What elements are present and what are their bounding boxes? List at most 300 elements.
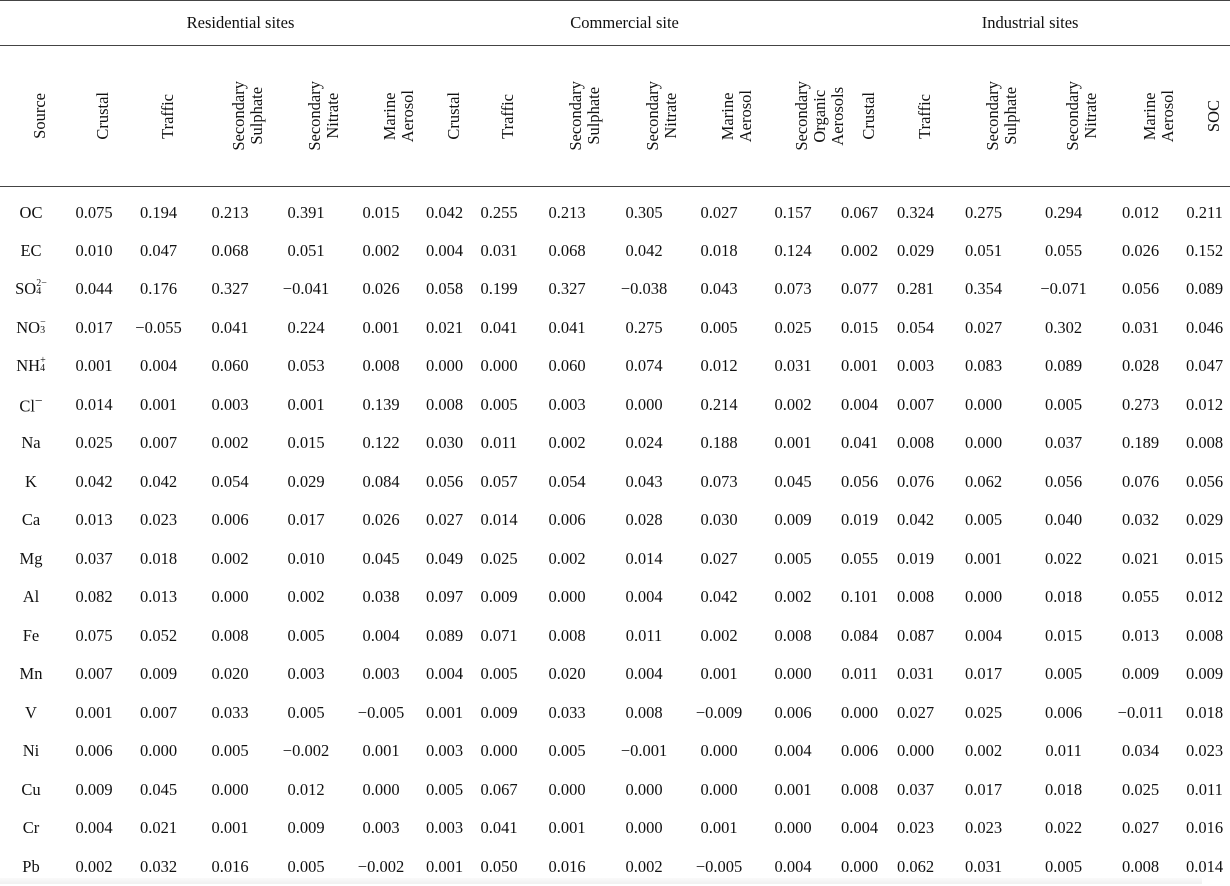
table-cell: 0.009	[1179, 655, 1230, 694]
column-header-industrial-marine-aerosol: Marine Aerosol	[1102, 46, 1179, 187]
column-header-industrial-secondary-sulphate: Secondary Sulphate	[942, 46, 1025, 187]
table-cell: 0.097	[419, 578, 470, 617]
table-cell: 0.004	[343, 617, 419, 656]
table-cell: 0.071	[470, 617, 528, 656]
table-row	[0, 578, 1230, 617]
column-header-commercial-marine-aerosol: Marine Aerosol	[682, 46, 756, 187]
table-cell: 0.324	[889, 187, 942, 232]
table-cell: 0.000	[606, 386, 682, 425]
table-cell: 0.024	[606, 424, 682, 463]
table-cell: 0.005	[528, 732, 606, 771]
table-cell: 0.189	[1102, 424, 1179, 463]
table-cell: −0.009	[682, 694, 756, 733]
table-cell: 0.001	[269, 386, 343, 425]
table-cell: 0.006	[830, 732, 889, 771]
table-cell: 0.004	[756, 848, 830, 886]
table-cell: 0.054	[191, 463, 269, 502]
table-cell: 0.042	[606, 232, 682, 271]
table-cell: 0.033	[191, 694, 269, 733]
table-cell: 0.031	[756, 347, 830, 386]
table-cell: 0.003	[419, 809, 470, 848]
table-cell: 0.006	[1025, 694, 1102, 733]
table-cell: 0.042	[419, 187, 470, 232]
table-cell: 0.015	[830, 309, 889, 348]
table-cell: 0.045	[126, 771, 191, 810]
table-cell: 0.083	[942, 347, 1025, 386]
row-label: Ni	[0, 732, 62, 771]
column-header-industrial-secondary-nitrate: Secondary Nitrate	[1025, 46, 1102, 187]
table-cell: 0.004	[606, 655, 682, 694]
table-cell: 0.005	[470, 655, 528, 694]
table-cell: 0.026	[343, 270, 419, 309]
table-cell: 0.305	[606, 187, 682, 232]
table-cell: −0.038	[606, 270, 682, 309]
table-cell: 0.060	[191, 347, 269, 386]
table-cell: 0.022	[1025, 540, 1102, 579]
table-cell: 0.030	[682, 501, 756, 540]
row-label: Na	[0, 424, 62, 463]
table-cell: 0.011	[470, 424, 528, 463]
table-cell: −0.055	[126, 309, 191, 348]
table-cell: 0.016	[528, 848, 606, 886]
table-cell: 0.045	[343, 540, 419, 579]
table-cell: 0.009	[470, 578, 528, 617]
column-header-residential-secondary-sulphate: Secondary Sulphate	[191, 46, 269, 187]
table-cell: 0.001	[756, 771, 830, 810]
table-cell: 0.005	[269, 694, 343, 733]
table-cell: 0.003	[889, 347, 942, 386]
table-cell: 0.005	[470, 386, 528, 425]
column-header-residential-traffic: Traffic	[126, 46, 191, 187]
table-cell: 0.051	[269, 232, 343, 271]
table-cell: 0.009	[62, 771, 126, 810]
table-cell: 0.005	[191, 732, 269, 771]
table-cell: 0.009	[126, 655, 191, 694]
table-cell: 0.152	[1179, 232, 1230, 271]
table-cell: 0.042	[682, 578, 756, 617]
table-cell: 0.002	[682, 617, 756, 656]
table-cell: 0.031	[470, 232, 528, 271]
table-cell: 0.023	[1179, 732, 1230, 771]
table-cell: 0.008	[756, 617, 830, 656]
table-cell: 0.058	[419, 270, 470, 309]
table-cell: −0.011	[1102, 694, 1179, 733]
table-cell: 0.005	[1025, 386, 1102, 425]
table-cell: 0.030	[419, 424, 470, 463]
table-cell: 0.004	[419, 655, 470, 694]
table-cell: 0.199	[470, 270, 528, 309]
table-cell: 0.004	[126, 347, 191, 386]
table-cell: 0.002	[528, 540, 606, 579]
table-row	[0, 232, 1230, 271]
table-cell: 0.047	[126, 232, 191, 271]
table-cell: 0.000	[470, 732, 528, 771]
table-row	[0, 617, 1230, 656]
table-cell: 0.022	[1025, 809, 1102, 848]
table-cell: 0.062	[942, 463, 1025, 502]
row-label: Fe	[0, 617, 62, 656]
group-residential: Residential sites	[62, 1, 419, 46]
table-cell: 0.082	[62, 578, 126, 617]
table-cell: 0.001	[528, 809, 606, 848]
table-cell: 0.023	[942, 809, 1025, 848]
table-cell: 0.027	[682, 540, 756, 579]
row-label: EC	[0, 232, 62, 271]
table-cell: 0.001	[62, 347, 126, 386]
table-cell: 0.015	[1025, 617, 1102, 656]
table-cell: 0.020	[191, 655, 269, 694]
table-cell: 0.025	[62, 424, 126, 463]
table-cell: 0.019	[830, 501, 889, 540]
table-cell: 0.012	[1179, 578, 1230, 617]
table-cell: 0.009	[269, 809, 343, 848]
table-cell: 0.077	[830, 270, 889, 309]
table-cell: 0.000	[830, 694, 889, 733]
column-header-commercial-secondary-sulphate: Secondary Sulphate	[528, 46, 606, 187]
table-cell: 0.055	[830, 540, 889, 579]
table-cell: 0.041	[830, 424, 889, 463]
table-cell: 0.008	[1179, 424, 1230, 463]
table-cell: 0.000	[419, 347, 470, 386]
table-cell: −0.002	[269, 732, 343, 771]
table-cell: 0.015	[1179, 540, 1230, 579]
table-cell: 0.007	[126, 424, 191, 463]
table-cell: 0.194	[126, 187, 191, 232]
table-cell: 0.008	[419, 386, 470, 425]
table-cell: 0.075	[62, 187, 126, 232]
table-cell: 0.006	[756, 694, 830, 733]
table-cell: 0.000	[470, 347, 528, 386]
table-cell: 0.004	[942, 617, 1025, 656]
table-cell: 0.026	[1102, 232, 1179, 271]
table-cell: 0.008	[606, 694, 682, 733]
table-cell: 0.021	[126, 809, 191, 848]
row-label: K	[0, 463, 62, 502]
table-cell: 0.027	[889, 694, 942, 733]
table-cell: 0.074	[606, 347, 682, 386]
table-cell: 0.007	[62, 655, 126, 694]
table-cell: 0.002	[942, 732, 1025, 771]
table-cell: 0.014	[1179, 848, 1230, 886]
table-cell: 0.011	[606, 617, 682, 656]
row-label: Mg	[0, 540, 62, 579]
table-cell: 0.084	[343, 463, 419, 502]
table-row	[0, 501, 1230, 540]
table-cell: 0.021	[1102, 540, 1179, 579]
table-cell: 0.076	[1102, 463, 1179, 502]
table-cell: 0.045	[756, 463, 830, 502]
table-cell: 0.042	[889, 501, 942, 540]
table-cell: 0.013	[62, 501, 126, 540]
table-cell: 0.002	[191, 540, 269, 579]
table-cell: 0.281	[889, 270, 942, 309]
table-cell: 0.327	[528, 270, 606, 309]
table-row	[0, 424, 1230, 463]
table-cell: 0.213	[528, 187, 606, 232]
table-cell: 0.029	[889, 232, 942, 271]
table-cell: 0.019	[889, 540, 942, 579]
table-cell: 0.017	[269, 501, 343, 540]
column-header-industrial-traffic: Traffic	[889, 46, 942, 187]
table-cell: 0.000	[830, 848, 889, 886]
row-label: V	[0, 694, 62, 733]
table-cell: 0.089	[419, 617, 470, 656]
table-cell: 0.000	[942, 424, 1025, 463]
table-cell: 0.089	[1179, 270, 1230, 309]
table-cell: 0.060	[528, 347, 606, 386]
column-header-commercial-traffic: Traffic	[470, 46, 528, 187]
table-cell: 0.089	[1025, 347, 1102, 386]
table-cell: 0.008	[528, 617, 606, 656]
table-cell: 0.084	[830, 617, 889, 656]
table-cell: 0.010	[62, 232, 126, 271]
table-cell: 0.157	[756, 187, 830, 232]
group-industrial: Industrial sites	[830, 1, 1230, 46]
table-cell: 0.076	[889, 463, 942, 502]
table-cell: 0.354	[942, 270, 1025, 309]
table-cell: 0.007	[889, 386, 942, 425]
table-cell: 0.000	[343, 771, 419, 810]
table-cell: 0.000	[606, 771, 682, 810]
table-cell: 0.011	[830, 655, 889, 694]
table-cell: 0.041	[470, 309, 528, 348]
table-cell: 0.051	[942, 232, 1025, 271]
table-cell: 0.000	[889, 732, 942, 771]
table-cell: 0.018	[682, 232, 756, 271]
table-cell: 0.008	[1179, 617, 1230, 656]
table-cell: 0.000	[942, 386, 1025, 425]
table-row	[0, 732, 1230, 771]
table-cell: 0.001	[419, 848, 470, 886]
table-cell: 0.012	[269, 771, 343, 810]
table-cell: 0.047	[1179, 347, 1230, 386]
table-cell: 0.302	[1025, 309, 1102, 348]
table-cell: 0.020	[528, 655, 606, 694]
column-header-source: Source	[0, 46, 62, 187]
table-cell: 0.139	[343, 386, 419, 425]
table-cell: 0.005	[682, 309, 756, 348]
row-label: Pb	[0, 848, 62, 886]
row-label: Al	[0, 578, 62, 617]
table-cell: 0.006	[528, 501, 606, 540]
table-cell: 0.001	[419, 694, 470, 733]
table-cell: 0.027	[1102, 809, 1179, 848]
row-label: Mn	[0, 655, 62, 694]
column-header-commercial-crustal: Crustal	[419, 46, 470, 187]
column-header-commercial-secondary-nitrate: Secondary Nitrate	[606, 46, 682, 187]
table-cell: 0.004	[419, 232, 470, 271]
table-cell: 0.000	[126, 732, 191, 771]
table-cell: 0.122	[343, 424, 419, 463]
table-cell: 0.000	[606, 809, 682, 848]
group-header-row	[0, 1, 1230, 46]
table-cell: 0.008	[191, 617, 269, 656]
table-cell: 0.016	[1179, 809, 1230, 848]
table-row	[0, 848, 1230, 886]
table-cell: 0.213	[191, 187, 269, 232]
table-row	[0, 463, 1230, 502]
table-cell: 0.027	[942, 309, 1025, 348]
table-cell: 0.001	[830, 347, 889, 386]
table-cell: 0.017	[942, 655, 1025, 694]
table-cell: 0.054	[889, 309, 942, 348]
table-cell: 0.003	[419, 732, 470, 771]
table-cell: 0.010	[269, 540, 343, 579]
column-header-commercial-secondary-organic-aerosols: Secondary Organic Aerosols	[756, 46, 830, 187]
table-cell: 0.027	[682, 187, 756, 232]
table-cell: 0.018	[126, 540, 191, 579]
table-cell: 0.001	[343, 309, 419, 348]
table-cell: 0.012	[682, 347, 756, 386]
table-cell: 0.000	[191, 771, 269, 810]
table-cell: 0.017	[942, 771, 1025, 810]
row-label: OC	[0, 187, 62, 232]
table-cell: 0.001	[126, 386, 191, 425]
table-row	[0, 655, 1230, 694]
table-row	[0, 809, 1230, 848]
table-cell: 0.275	[606, 309, 682, 348]
table-cell: −0.005	[343, 694, 419, 733]
column-header-residential-crustal: Crustal	[62, 46, 126, 187]
table-cell: 0.087	[889, 617, 942, 656]
table-cell: 0.004	[830, 809, 889, 848]
row-label: Cu	[0, 771, 62, 810]
table-cell: 0.000	[528, 578, 606, 617]
table-cell: 0.008	[1102, 848, 1179, 886]
table-cell: 0.055	[1025, 232, 1102, 271]
table-cell: 0.014	[470, 501, 528, 540]
table-cell: 0.124	[756, 232, 830, 271]
table-cell: 0.073	[756, 270, 830, 309]
row-label: Ca	[0, 501, 62, 540]
table-cell: 0.001	[191, 809, 269, 848]
table-cell: 0.012	[1179, 386, 1230, 425]
row-label: Cl−	[0, 386, 62, 425]
table-cell: 0.000	[756, 809, 830, 848]
table-cell: 0.018	[1025, 771, 1102, 810]
column-header-residential-secondary-nitrate: Secondary Nitrate	[269, 46, 343, 187]
table-cell: 0.027	[419, 501, 470, 540]
table-cell: 0.001	[682, 655, 756, 694]
table-cell: 0.002	[756, 386, 830, 425]
table-cell: 0.029	[1179, 501, 1230, 540]
table-cell: 0.068	[191, 232, 269, 271]
table-cell: 0.002	[62, 848, 126, 886]
table-cell: 0.041	[191, 309, 269, 348]
table-row	[0, 347, 1230, 386]
table-cell: 0.002	[756, 578, 830, 617]
table-cell: 0.101	[830, 578, 889, 617]
table-cell: 0.005	[419, 771, 470, 810]
table-row	[0, 694, 1230, 733]
table-cell: 0.025	[942, 694, 1025, 733]
table-cell: 0.040	[1025, 501, 1102, 540]
table-cell: 0.001	[682, 809, 756, 848]
table-cell: 0.000	[756, 655, 830, 694]
table-cell: 0.009	[756, 501, 830, 540]
table-cell: 0.041	[470, 809, 528, 848]
table-cell: 0.075	[62, 617, 126, 656]
table-cell: 0.002	[830, 232, 889, 271]
table-cell: 0.042	[62, 463, 126, 502]
table-cell: 0.003	[191, 386, 269, 425]
table-cell: 0.037	[889, 771, 942, 810]
table-cell: 0.391	[269, 187, 343, 232]
row-label: NO − 3	[0, 309, 62, 348]
table-cell: 0.028	[1102, 347, 1179, 386]
table-cell: 0.000	[682, 771, 756, 810]
table-row	[0, 771, 1230, 810]
table-cell: 0.018	[1179, 694, 1230, 733]
table-cell: 0.068	[528, 232, 606, 271]
table-cell: −0.041	[269, 270, 343, 309]
table-cell: 0.073	[682, 463, 756, 502]
table-cell: 0.025	[470, 540, 528, 579]
table-cell: 0.054	[528, 463, 606, 502]
table-cell: 0.002	[528, 424, 606, 463]
table-cell: 0.018	[1025, 578, 1102, 617]
table-cell: 0.011	[1025, 732, 1102, 771]
table-cell: 0.014	[606, 540, 682, 579]
table-cell: 0.041	[528, 309, 606, 348]
table-row	[0, 309, 1230, 348]
table-cell: 0.037	[1025, 424, 1102, 463]
table-cell: 0.002	[343, 232, 419, 271]
table-cell: 0.003	[269, 655, 343, 694]
table-cell: 0.012	[1102, 187, 1179, 232]
row-label: NH + 4	[0, 347, 62, 386]
table-cell: 0.031	[942, 848, 1025, 886]
row-label: Cr	[0, 809, 62, 848]
table-cell: 0.021	[419, 309, 470, 348]
table-cell: 0.002	[606, 848, 682, 886]
table-cell: 0.043	[682, 270, 756, 309]
table-cell: 0.056	[1025, 463, 1102, 502]
table-cell: 0.005	[1025, 655, 1102, 694]
table-cell: 0.001	[756, 424, 830, 463]
table-cell: 0.055	[1102, 578, 1179, 617]
table-cell: −0.005	[682, 848, 756, 886]
table-cell: 0.015	[269, 424, 343, 463]
group-commercial: Commercial site	[419, 1, 830, 46]
table-cell: −0.071	[1025, 270, 1102, 309]
table-cell: 0.025	[1102, 771, 1179, 810]
table-cell: 0.029	[269, 463, 343, 502]
table-cell: 0.042	[126, 463, 191, 502]
column-header-row	[0, 46, 1230, 187]
table-cell: 0.038	[343, 578, 419, 617]
table-cell: 0.002	[269, 578, 343, 617]
table-cell: 0.009	[1102, 655, 1179, 694]
table-cell: 0.214	[682, 386, 756, 425]
table-cell: 0.005	[1025, 848, 1102, 886]
table-cell: 0.006	[62, 732, 126, 771]
table-cell: 0.000	[528, 771, 606, 810]
table-row	[0, 386, 1230, 425]
table-cell: 0.052	[126, 617, 191, 656]
table-cell: 0.176	[126, 270, 191, 309]
table-cell: 0.023	[126, 501, 191, 540]
table-cell: 0.023	[889, 809, 942, 848]
table-cell: 0.294	[1025, 187, 1102, 232]
table-cell: 0.025	[756, 309, 830, 348]
table-cell: 0.056	[1102, 270, 1179, 309]
table-cell: 0.032	[126, 848, 191, 886]
table-row	[0, 270, 1230, 309]
table-cell: −0.001	[606, 732, 682, 771]
table-cell: 0.211	[1179, 187, 1230, 232]
table-cell: 0.327	[191, 270, 269, 309]
